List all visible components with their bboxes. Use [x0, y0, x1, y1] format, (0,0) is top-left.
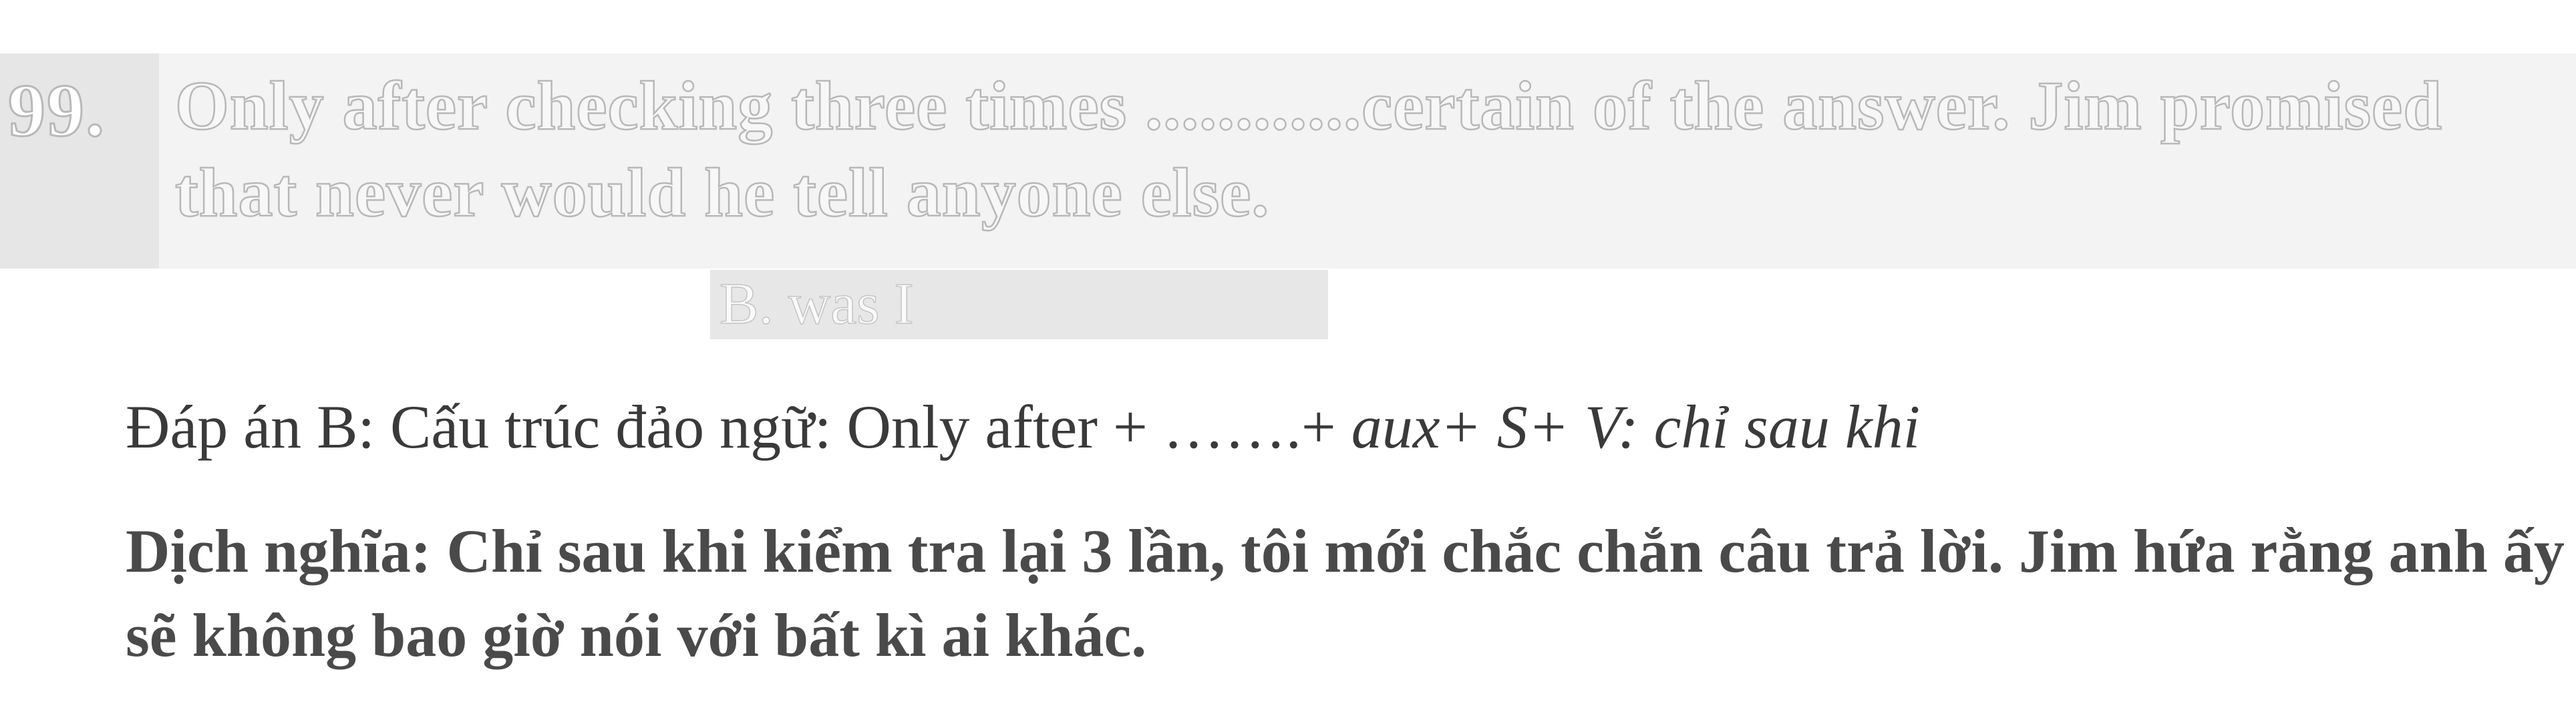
translation-text: Dịch nghĩa: Chỉ sau khi kiểm tra lại 3 lần, tôi mới chắc chắn câu trả lời. Jim hứa rằng anh ấy sẽ không bao giờ nói với bất kì ai khác.	[126, 517, 2565, 669]
answer-box	[710, 270, 1328, 339]
question-number-box	[0, 53, 159, 269]
question-block	[0, 53, 2576, 269]
explanation-formula: aux+ S+ V: chỉ sau khi	[1351, 393, 1921, 461]
explanation-prefix: Đáp án B: Cấu trúc đảo ngữ: Only after + …….+	[126, 393, 1351, 461]
question-number: 99.	[8, 69, 106, 152]
answer-label: B. was I	[719, 272, 914, 337]
question-text: Only after checking three times ............certain of the answer. Jim promised that never would he tell anyone else.	[175, 67, 2443, 231]
explanation-line	[126, 390, 1920, 464]
